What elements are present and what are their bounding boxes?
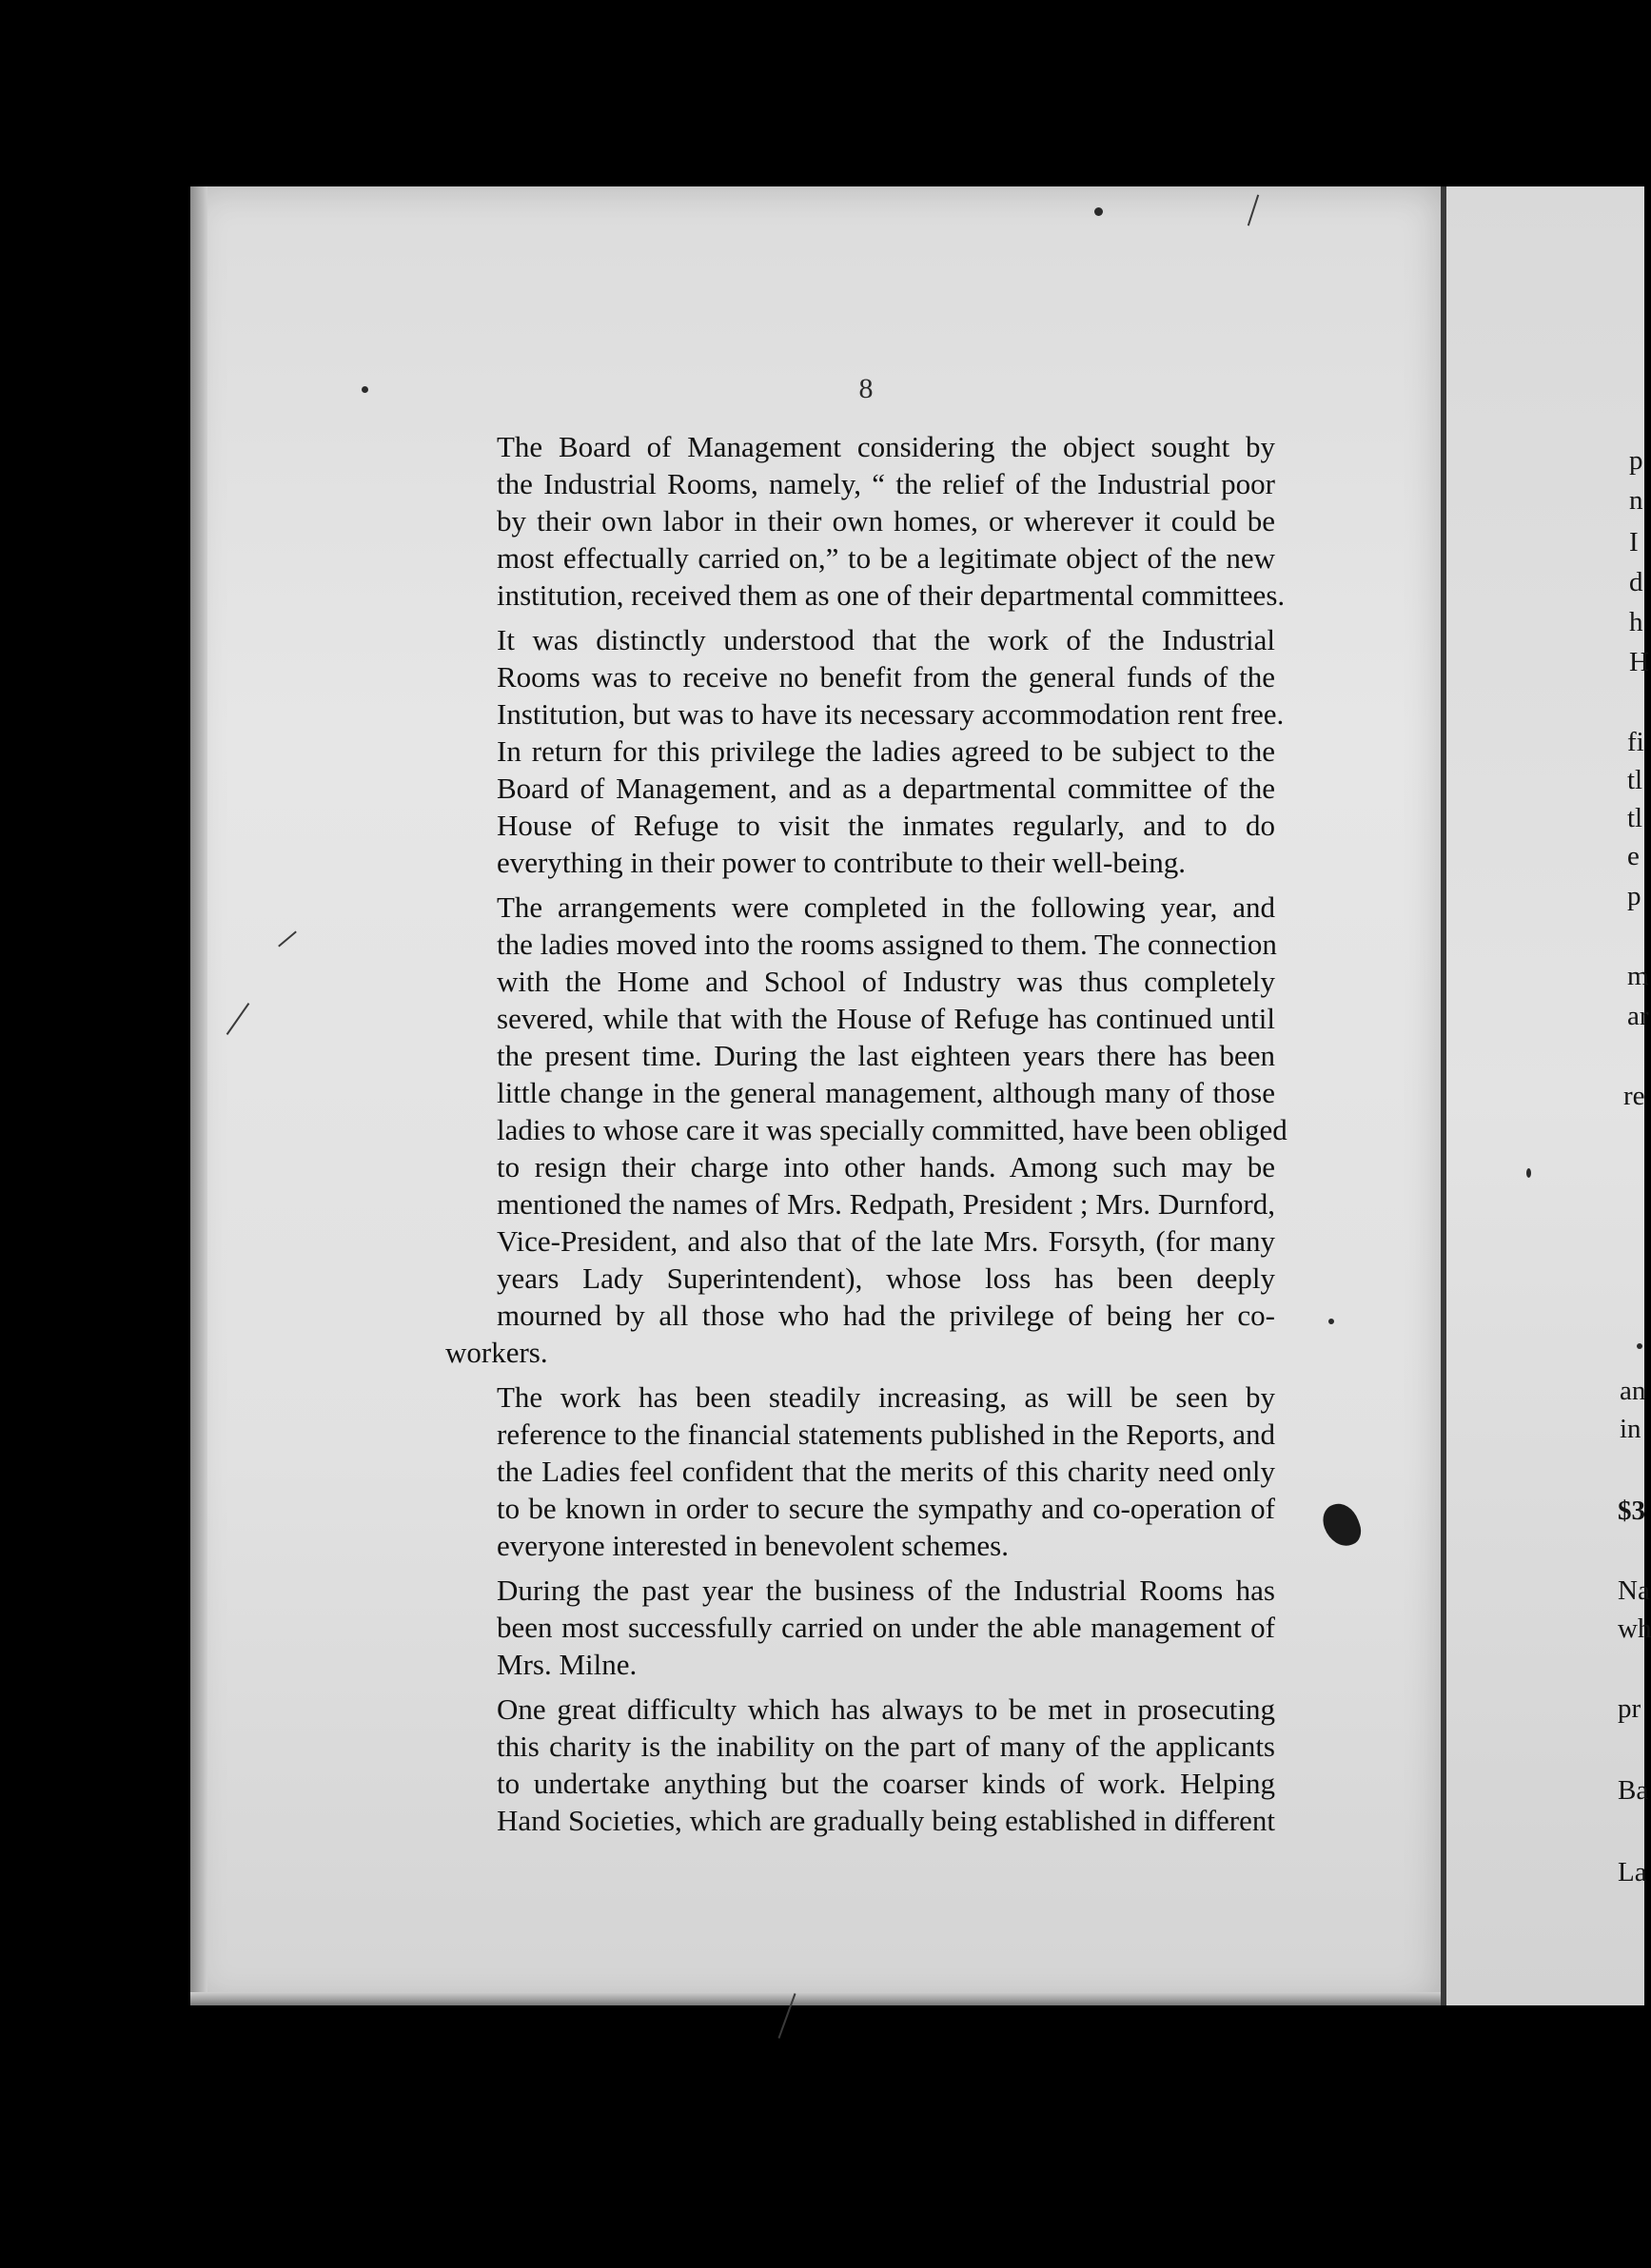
text-line: with the Home and School of Industry was thus completely: [497, 965, 1275, 998]
text-line: The Board of Management considering the object sought by: [497, 430, 1275, 463]
text-line: Mrs. Milne.: [497, 1648, 638, 1681]
text-line: institution, received them as one of their departmental committees.: [497, 578, 1286, 612]
text-line: In return for this privilege the ladies agreed to be subject to the: [497, 734, 1275, 768]
ink-speck: [362, 386, 368, 393]
text-line: The work has been steadily increasing, as will be seen by: [497, 1380, 1275, 1414]
text-line: Rooms was to receive no benefit from the general funds of the: [497, 660, 1275, 694]
text-line: been most successfully carried on under the able management of: [497, 1611, 1275, 1644]
text-line: ladies to whose care it was specially committed, have been obliged: [497, 1113, 1287, 1146]
text-line: The arrangements were completed in the following year, and: [497, 890, 1275, 924]
text-line: to be known in order to secure the sympathy and co-operation of: [497, 1492, 1275, 1525]
ink-speck: [1094, 207, 1103, 216]
text-line: mourned by all those who had the privilege of being her co-: [497, 1299, 1275, 1332]
facing-fragment: d: [1629, 567, 1643, 597]
paragraph-3: [445, 889, 1287, 1371]
text-line: everything in their power to contribute to their well-being.: [497, 846, 1186, 879]
facing-fragment: pr: [1618, 1693, 1641, 1724]
body-text: [445, 428, 1287, 1847]
facing-fragment: Na: [1618, 1575, 1650, 1606]
paragraph-6: [445, 1691, 1275, 1839]
facing-fragment: p: [1629, 445, 1643, 476]
facing-fragment: $3: [1618, 1496, 1645, 1526]
text-line: the Industrial Rooms, namely, “ the relief of the Industrial poor: [497, 467, 1275, 500]
text-line: the Ladies feel confident that the merits of this charity need only: [497, 1455, 1275, 1488]
facing-page-fragments: [1446, 186, 1651, 2005]
text-line: During the past year the business of the Industrial Rooms has: [497, 1574, 1275, 1607]
text-line: the ladies moved into the rooms assigned to them. The connection: [497, 928, 1277, 961]
text-line: House of Refuge to visit the inmates regularly, and to do: [497, 809, 1275, 842]
text-line: the present time. During the last eighteen years there has been: [497, 1039, 1275, 1072]
facing-fragment: p: [1627, 881, 1641, 911]
text-line: to undertake anything but the coarser kinds of work. Helping: [497, 1767, 1275, 1800]
ink-speck: [1637, 1343, 1642, 1349]
facing-fragment: an: [1620, 1376, 1646, 1406]
text-line: mentioned the names of Mrs. Redpath, President ; Mrs. Durnford,: [497, 1187, 1275, 1221]
text-line: reference to the financial statements published in the Reports, and: [497, 1418, 1275, 1451]
text-line: Hand Societies, which are gradually being established in different: [497, 1804, 1275, 1837]
facing-fragment: H: [1629, 647, 1649, 677]
facing-fragment: h: [1629, 607, 1643, 637]
page-number: 8: [858, 373, 874, 404]
facing-fragment: m: [1627, 961, 1649, 991]
text-line: this charity is the inability on the part of many of the applicants: [497, 1730, 1275, 1763]
facing-fragment: e: [1627, 841, 1640, 871]
text-line: It was distinctly understood that the work of the Industrial: [497, 623, 1275, 656]
facing-fragment: fi: [1627, 727, 1644, 757]
text-line: Vice-President, and also that of the late Mrs. Forsyth, (for many: [497, 1224, 1275, 1258]
facing-fragment: in: [1620, 1414, 1641, 1444]
facing-fragment: Ba: [1618, 1775, 1649, 1806]
facing-fragment: wh: [1618, 1613, 1651, 1644]
text-line: years Lady Superintendent), whose loss has been deeply: [497, 1261, 1275, 1295]
paragraph-2: [445, 621, 1285, 881]
facing-fragment: tl: [1627, 803, 1643, 833]
facing-fragment: re: [1623, 1081, 1645, 1111]
ink-speck: [1328, 1319, 1334, 1324]
text-line: little change in the general management, although many of those: [497, 1076, 1275, 1109]
facing-fragment: I: [1629, 527, 1639, 557]
facing-fragment: La: [1618, 1857, 1647, 1887]
paragraph-5: [445, 1572, 1275, 1683]
facing-fragment: ar: [1627, 1001, 1649, 1031]
text-line: most effectually carried on,” to be a legitimate object of the new: [497, 541, 1275, 575]
facing-fragment: tl: [1627, 765, 1643, 795]
text-line: by their own labor in their own homes, or wherever it could be: [497, 504, 1275, 538]
text-line: to resign their charge into other hands. Among such may be: [497, 1150, 1275, 1183]
paragraph-4: [445, 1378, 1275, 1564]
paragraph-1: [445, 428, 1286, 614]
facing-fragment: n: [1629, 485, 1643, 516]
text-line: workers.: [445, 1336, 548, 1369]
text-line: Institution, but was to have its necessary accommodation rent free.: [497, 697, 1285, 731]
text-line: Board of Management, and as a departmental committee of the: [497, 772, 1275, 805]
text-line: severed, while that with the House of Refuge has continued until: [497, 1002, 1275, 1035]
ink-speck: [1526, 1168, 1531, 1178]
text-line: everyone interested in benevolent schemes.: [497, 1529, 1009, 1562]
text-line: One great difficulty which has always to be met in prosecuting: [497, 1692, 1275, 1726]
